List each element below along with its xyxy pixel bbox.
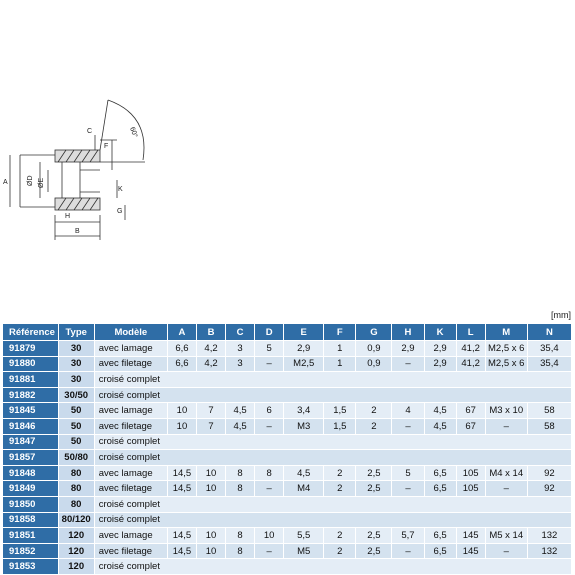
model-cell: avec lamage <box>94 528 167 544</box>
value-cell: 4,2 <box>196 356 225 372</box>
value-cell: – <box>392 481 424 497</box>
value-cell: 6,6 <box>167 341 196 357</box>
value-cell: 2,5 <box>356 465 392 481</box>
value-cell: M3 <box>284 418 324 434</box>
type-cell: 50/80 <box>58 450 94 466</box>
reference-cell: 91850 <box>3 496 58 512</box>
value-cell: 8 <box>255 465 284 481</box>
table-row <box>3 387 572 403</box>
model-cell: avec filetage <box>94 543 167 559</box>
dim-label-h: H <box>65 213 71 220</box>
value-cell: – <box>255 481 284 497</box>
table-row <box>3 481 572 497</box>
value-cell: 2 <box>324 465 356 481</box>
value-cell: 5,7 <box>392 528 424 544</box>
value-cell: 145 <box>456 528 485 544</box>
model-cell: avec filetage <box>94 356 167 372</box>
value-cell: 4,5 <box>226 418 255 434</box>
model-cell: croisé complet <box>94 496 571 512</box>
value-cell: 92 <box>527 481 571 497</box>
value-cell: 5 <box>255 341 284 357</box>
table-row <box>3 543 572 559</box>
dim-label-k: K <box>118 186 123 193</box>
type-cell: 50 <box>58 434 94 450</box>
value-cell: – <box>392 418 424 434</box>
reference-cell: 91847 <box>3 434 58 450</box>
table-row <box>3 372 572 388</box>
value-cell: 2,5 <box>356 528 392 544</box>
value-cell: 14,5 <box>167 543 196 559</box>
value-cell: 4,5 <box>424 403 456 419</box>
value-cell: 6,5 <box>424 528 456 544</box>
table-header-row <box>3 324 572 341</box>
model-cell: croisé complet <box>94 559 571 575</box>
table-row <box>3 418 572 434</box>
model-cell: avec lamage <box>94 403 167 419</box>
value-cell: 1,5 <box>324 418 356 434</box>
value-cell: 6,6 <box>167 356 196 372</box>
dim-label-a: A <box>3 179 8 186</box>
value-cell: M2,5 x 6 <box>485 341 527 357</box>
reference-cell: 91879 <box>3 341 58 357</box>
value-cell: 2,5 <box>356 543 392 559</box>
value-cell: 2 <box>324 543 356 559</box>
dim-label-b: B <box>75 228 80 235</box>
value-cell: 7 <box>196 403 225 419</box>
value-cell: 6,5 <box>424 481 456 497</box>
value-cell: 8 <box>226 543 255 559</box>
value-cell: 132 <box>527 543 571 559</box>
technical-drawing <box>0 0 200 250</box>
value-cell: 2,9 <box>392 341 424 357</box>
column-header: Modèle <box>94 324 167 341</box>
value-cell: 8 <box>226 481 255 497</box>
column-header: L <box>456 324 485 341</box>
type-cell: 50 <box>58 403 94 419</box>
column-header: G <box>356 324 392 341</box>
value-cell: 2,9 <box>284 341 324 357</box>
value-cell: – <box>255 356 284 372</box>
model-cell: avec lamage <box>94 465 167 481</box>
value-cell: 14,5 <box>167 465 196 481</box>
value-cell: 1 <box>324 356 356 372</box>
type-cell: 120 <box>58 543 94 559</box>
value-cell: 0,9 <box>356 341 392 357</box>
type-cell: 30 <box>58 341 94 357</box>
column-header: Référence <box>3 324 58 341</box>
reference-cell: 91852 <box>3 543 58 559</box>
specification-table <box>3 324 572 575</box>
value-cell: 67 <box>456 418 485 434</box>
value-cell: 6 <box>255 403 284 419</box>
model-cell: avec lamage <box>94 341 167 357</box>
value-cell: 0,9 <box>356 356 392 372</box>
table-row <box>3 450 572 466</box>
table-row <box>3 465 572 481</box>
model-cell: croisé complet <box>94 387 571 403</box>
value-cell: 7 <box>196 418 225 434</box>
value-cell: 67 <box>456 403 485 419</box>
angle-label: 60° <box>128 126 139 139</box>
column-header: A <box>167 324 196 341</box>
value-cell: 1 <box>324 341 356 357</box>
value-cell: – <box>392 543 424 559</box>
value-cell: 8 <box>226 528 255 544</box>
value-cell: 10 <box>167 403 196 419</box>
column-header: E <box>284 324 324 341</box>
dim-label-g: G <box>117 208 123 215</box>
type-cell: 80 <box>58 465 94 481</box>
value-cell: 3 <box>226 356 255 372</box>
reference-cell: 91848 <box>3 465 58 481</box>
value-cell: 58 <box>527 418 571 434</box>
value-cell: 10 <box>196 465 225 481</box>
reference-cell: 91853 <box>3 559 58 575</box>
value-cell: 132 <box>527 528 571 544</box>
reference-cell: 91849 <box>3 481 58 497</box>
value-cell: 92 <box>527 465 571 481</box>
type-cell: 30/50 <box>58 387 94 403</box>
value-cell: – <box>485 418 527 434</box>
value-cell: – <box>485 543 527 559</box>
value-cell: 10 <box>196 481 225 497</box>
reference-cell: 91880 <box>3 356 58 372</box>
dim-label-f: F <box>104 143 109 150</box>
type-cell: 80 <box>58 496 94 512</box>
value-cell: 14,5 <box>167 528 196 544</box>
value-cell: – <box>255 543 284 559</box>
type-cell: 50 <box>58 418 94 434</box>
value-cell: 2,5 <box>356 481 392 497</box>
value-cell: – <box>255 418 284 434</box>
table-row <box>3 356 572 372</box>
value-cell: 4,5 <box>226 403 255 419</box>
value-cell: 8 <box>226 465 255 481</box>
reference-cell: 91857 <box>3 450 58 466</box>
dim-label-e: ØE <box>38 177 45 188</box>
column-header: M <box>485 324 527 341</box>
value-cell: M5 <box>284 543 324 559</box>
type-cell: 80/120 <box>58 512 94 528</box>
value-cell: 4,2 <box>196 341 225 357</box>
value-cell: 6,5 <box>424 543 456 559</box>
value-cell: 35,4 <box>527 341 571 357</box>
type-cell: 80 <box>58 481 94 497</box>
value-cell: 4 <box>392 403 424 419</box>
value-cell: 5,5 <box>284 528 324 544</box>
column-header: H <box>392 324 424 341</box>
reference-cell: 91882 <box>3 387 58 403</box>
table-row <box>3 496 572 512</box>
value-cell: 1,5 <box>324 403 356 419</box>
value-cell: 3 <box>226 341 255 357</box>
model-cell: avec filetage <box>94 481 167 497</box>
table-row <box>3 528 572 544</box>
value-cell: 41,2 <box>456 341 485 357</box>
type-cell: 30 <box>58 356 94 372</box>
model-cell: croisé complet <box>94 512 571 528</box>
table-row <box>3 403 572 419</box>
table-row <box>3 559 572 575</box>
column-header: F <box>324 324 356 341</box>
unit-label: [mm] <box>551 310 571 320</box>
value-cell: M5 x 14 <box>485 528 527 544</box>
value-cell: 4,5 <box>284 465 324 481</box>
value-cell: 58 <box>527 403 571 419</box>
value-cell: 2 <box>356 403 392 419</box>
value-cell: 2,9 <box>424 341 456 357</box>
reference-cell: 91881 <box>3 372 58 388</box>
value-cell: M3 x 10 <box>485 403 527 419</box>
value-cell: 6,5 <box>424 465 456 481</box>
model-cell: avec filetage <box>94 418 167 434</box>
value-cell: 10 <box>196 543 225 559</box>
type-cell: 120 <box>58 528 94 544</box>
dim-label-c: C <box>87 128 93 135</box>
column-header: N <box>527 324 571 341</box>
value-cell: 4,5 <box>424 418 456 434</box>
model-cell: croisé complet <box>94 434 571 450</box>
value-cell: 2 <box>324 481 356 497</box>
value-cell: – <box>392 356 424 372</box>
column-header: K <box>424 324 456 341</box>
value-cell: 5 <box>392 465 424 481</box>
value-cell: 2,9 <box>424 356 456 372</box>
value-cell: 145 <box>456 543 485 559</box>
value-cell: M4 x 14 <box>485 465 527 481</box>
dim-label-d: ØD <box>27 175 34 186</box>
reference-cell: 91851 <box>3 528 58 544</box>
value-cell: 2 <box>324 528 356 544</box>
value-cell: 10 <box>196 528 225 544</box>
type-cell: 30 <box>58 372 94 388</box>
value-cell: – <box>485 481 527 497</box>
model-cell: croisé complet <box>94 450 571 466</box>
reference-cell: 91846 <box>3 418 58 434</box>
value-cell: 105 <box>456 481 485 497</box>
column-header: D <box>255 324 284 341</box>
value-cell: 10 <box>167 418 196 434</box>
table-row <box>3 434 572 450</box>
value-cell: 35,4 <box>527 356 571 372</box>
value-cell: 105 <box>456 465 485 481</box>
reference-cell: 91845 <box>3 403 58 419</box>
table-row <box>3 512 572 528</box>
type-cell: 120 <box>58 559 94 575</box>
value-cell: 2 <box>356 418 392 434</box>
column-header: C <box>226 324 255 341</box>
table-row <box>3 341 572 357</box>
value-cell: M2,5 x 6 <box>485 356 527 372</box>
value-cell: 3,4 <box>284 403 324 419</box>
model-cell: croisé complet <box>94 372 571 388</box>
value-cell: M2,5 <box>284 356 324 372</box>
value-cell: 10 <box>255 528 284 544</box>
reference-cell: 91858 <box>3 512 58 528</box>
value-cell: 14,5 <box>167 481 196 497</box>
column-header: B <box>196 324 225 341</box>
column-header: Type <box>58 324 94 341</box>
value-cell: M4 <box>284 481 324 497</box>
value-cell: 41,2 <box>456 356 485 372</box>
